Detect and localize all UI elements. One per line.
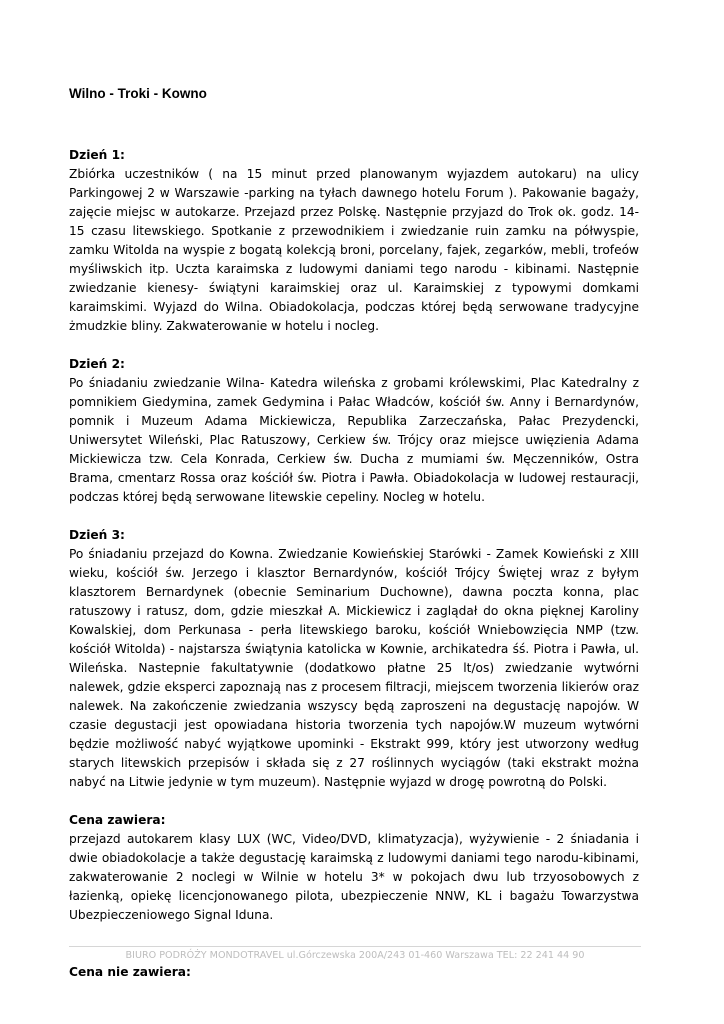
- section-text: przejazd autokarem klasy LUX (WC, Video/DVD, klimatyzacja), wyżywienie - 2 śniadania i dwie obiadokolacje a także degustację karaimską z ludowymi daniami tego narodu-kibinami, zakwaterowanie 2 noclegi w Wilnie w hotelu 3* w pokojach dwu lub trzyosobowych z łazienką, opiekę licencjonowanego pilota, ubezpieczenie NNW, KL i bagażu Towarzystwa Ubezpieczeniowego Signal Iduna.: [69, 832, 639, 922]
- section-text: Po śniadaniu przejazd do Kowna. Zwiedzanie Kowieńskiej Starówki - Zamek Kowieński z XIII wieku, kościół św. Jerzego i klasztor Bernardynów, kościół Trójcy Świętej wraz z byłym klasztorem Bernardynek (obecnie Seminarium Duchowne), dawna poczta konna, plac ratuszowy i ratusz, dom, gdzie mieszkał A. Mickiewicz i zaglądał do okna pięknej Karoliny Kowalskiej, dom Perkunasa - perła litewskiego baroku, kościół Wniebowzięcia NMP (tzw. kościół Witolda) - najstarsza świątynia katolicka w Kownie, archikatedra śś. Piotra i Pawła, ul. Wileńska. Nastepnie fakultatywnie (dodatkowo płatne 25 lt/os) zwiedzanie wytwórni nalewek, gdzie eksperci zapoznają nas z procesem filtracji, miejscem tworzenia likierów oraz nalewek. Na zakończenie zwiedzania wszyscy będą zaproszeni na degustację napojów. W czasie degustacji jest opowiadana historia tworzenia tych napojów.W muzeum wytwórni będzie możliwość nabyć wyjątkowe upominki - Ekstrakt 999, który jest utworzony według starych litewskich przepisów i składa się z 27 roślinnych wyciągów (taki ekstrakt można nabyć na Litwie jedynie w tym muzeum). Następnie wyjazd w drogę powrotną do Polski.: [69, 547, 639, 789]
- section-price-includes: [69, 811, 639, 925]
- section-heading: Dzień 1:: [69, 148, 125, 162]
- section-heading: Cena zawiera:: [69, 813, 166, 827]
- section-day-2: [69, 355, 639, 507]
- page-title: Wilno - Troki - Kowno: [69, 86, 207, 101]
- section-heading: Cena nie zawiera:: [69, 965, 191, 979]
- section-heading: Dzień 3:: [69, 528, 125, 542]
- section-day-3: [69, 526, 639, 792]
- section-day-1: [69, 146, 639, 336]
- section-text: Zbiórka uczestników ( na 15 minut przed planowanym wyjazdem autokaru) na ulicy Parkingowej 2 w Warszawie -parking na tyłach dawnego hotelu Forum ). Pakowanie bagaży, zajęcie miejsc w autokarze. Przejazd przez Polskę. Następnie przyjazd do Trok ok. godz. 14-15 czasu litewskiego. Spotkanie z przewodnikiem i zwiedzanie ruin zamku na półwyspie, zamku Witolda na wyspie z bogatą kolekcją broni, porcelany, fajek, zegarków, mebli, trofeów myśliwskich itp. Uczta karaimska z ludowymi daniami tego narodu - kibinami. Następnie zwiedzanie kienesy- świątyni karaimskiej oraz ul. Karaimskiej z typowymi domkami karaimskimi. Wyjazd do Wilna. Obiadokolacja, podczas której będą serwowane tradycyjne żmudzkie bliny. Zakwaterowanie w hotelu i nocleg.: [69, 167, 639, 333]
- footer-divider: [69, 946, 641, 947]
- page-footer: BIURO PODRÓŻY MONDOTRAVEL ul.Górczewska 200A/243 01-460 Warszawa TEL: 22 241 44 90: [125, 950, 585, 961]
- section-price-excludes: [69, 963, 639, 982]
- section-heading: Dzień 2:: [69, 357, 125, 371]
- document-body: [69, 146, 639, 1001]
- section-text: Po śniadaniu zwiedzanie Wilna- Katedra wileńska z grobami królewskimi, Plac Katedralny z pomnikiem Giedymina, zamek Gedymina i Pałac Władców, kościół św. Anny i Bernardynów, pomnik i Muzeum Adama Mickiewicza, Republika Zarzeczańska, Pałac Prezydencki, Uniwersytet Wileński, Plac Ratuszowy, Cerkiew św. Trójcy oraz miejsce uwięzienia Adama Mickiewicza tzw. Cela Konrada, Cerkiew św. Ducha z mumiami św. Męczenników, Ostra Brama, cmentarz Rossa oraz kościół św. Piotra i Pawła. Obiadokolacja w ludowej restauracji, podczas której będą serwowane litewskie cepeliny. Nocleg w hotelu.: [69, 376, 639, 504]
